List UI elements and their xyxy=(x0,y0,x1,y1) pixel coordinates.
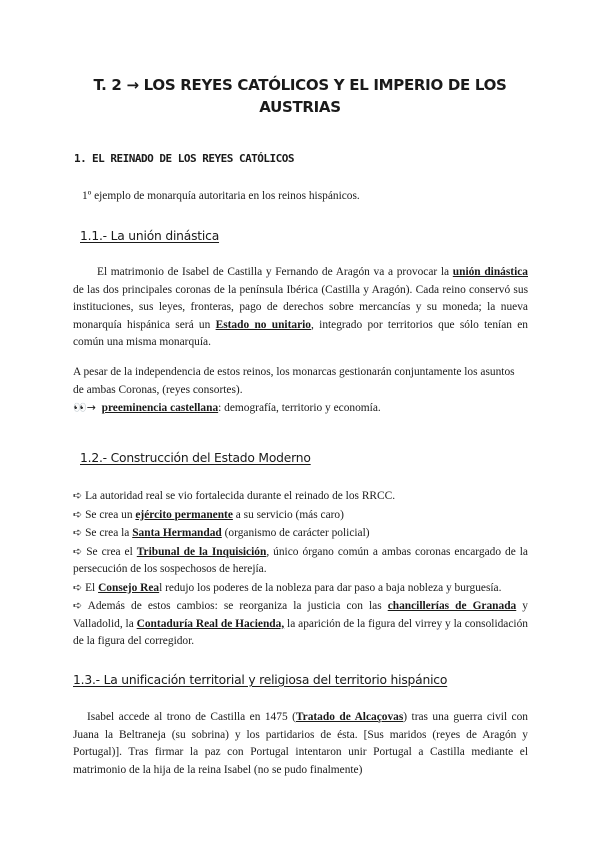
list-item: ➪ El Consejo Real redujo los poderes de la nobleza para dar paso a baja nobleza y burguesía. xyxy=(73,580,502,594)
paragraph-reyes-consortes: A pesar de la independencia de estos reinos, los monarcas gestionarán conjuntamente los asuntos de ambas Coronas, (reyes consortes). xyxy=(73,366,515,396)
keyword-union-dinastica: unión dinástica xyxy=(452,266,528,278)
arrow-icon: ➪ xyxy=(73,526,83,539)
page-title xyxy=(80,74,520,118)
subheading-estado-moderno: 1.2.- Construcción del Estado Moderno xyxy=(80,451,311,465)
page-title-line-1: T. 2 → LOS REYES CATÓLICOS Y EL IMPERIO DE LOS xyxy=(93,76,507,94)
arrow-icon: ➪ xyxy=(73,580,83,594)
list-item: ➪ Además de estos cambios: se reorganiza la justicia con las chancillerías de Granada y Valladolid, la Contaduría Real de Hacienda, la aparición de la figura del virrey y la consolidación de la figura del corregidor. xyxy=(73,599,528,647)
keyword-tratado-alcacovas: Tratado de Alcaçovas xyxy=(295,711,404,723)
arrow-icon: ➪ xyxy=(73,507,83,521)
arrow-icon: ➪ xyxy=(73,599,83,612)
list-item: ➪ Se crea un ejército permanente a su servicio (más caro) xyxy=(73,507,344,521)
section-number: 1. xyxy=(74,152,87,165)
paragraph-union-dinastica: El matrimonio de Isabel de Castilla y Fernando de Aragón va a provocar la unión dinástica de las dos principales coronas de la península Ibérica (Castilla y Aragón). Cada reino conservó sus instituciones, sus leyes, fronteras, pago de derechos sobre mercancías y su moneda; la nueva monarquía hispánica será un Estado no unitario, integrado por territorios que sólo tenían en común una misma monarquía. xyxy=(73,266,529,348)
page-title-line-2: AUSTRIAS xyxy=(259,98,341,116)
subheading-unificacion-territorial: 1.3.- La unificación territorial y religiosa del territorio hispánico xyxy=(73,673,448,687)
list-item: ➪ Se crea la Santa Hermandad (organismo de carácter policial) xyxy=(73,526,370,539)
list-item: ➪ La autoridad real se vio fortalecida durante el reinado de los RRCC. xyxy=(73,489,396,502)
intro-paragraph: 1º ejemplo de monarquía autoritaria en los reinos hispánicos. xyxy=(82,190,360,202)
arrow-icon: ➪ xyxy=(73,544,83,558)
subheading-union-dinastica: 1.1.- La unión dinástica xyxy=(80,229,220,243)
paragraph-preeminencia: 👀→ preeminencia castellana: demografía, territorio y economía. xyxy=(73,401,381,414)
section-label: EL REINADO DE LOS REYES CATÓLICOS xyxy=(92,152,295,165)
keyword-estado-no-unitario: Estado no unitario xyxy=(215,318,312,331)
eyes-arrow-icon: 👀→ xyxy=(73,401,96,414)
keyword-preeminencia-castellana: preeminencia castellana xyxy=(101,402,219,414)
arrow-icon: ➪ xyxy=(73,489,83,502)
list-estado-moderno xyxy=(73,487,528,651)
section-heading-1 xyxy=(74,152,534,166)
list-item: ➪ Se crea el Tribunal de la Inquisición, único órgano común a ambas coronas encargado de la persecución de los sospechosos de herejía. xyxy=(73,544,528,575)
paragraph-unificacion: Isabel accede al trono de Castilla en 1475 (Tratado de Alcaçovas) tras una guerra civil con Juana la Beltraneja (su sobrina) y los partidarios de ésta. [Sus maridos (reyes de Aragón y Portugal)]. Tras firmar la paz con Portugal intentaron unir Portugal a Castilla mediante el matrimonio de la hija de la reina Isabel (no se pudo finalmente) xyxy=(73,711,528,776)
